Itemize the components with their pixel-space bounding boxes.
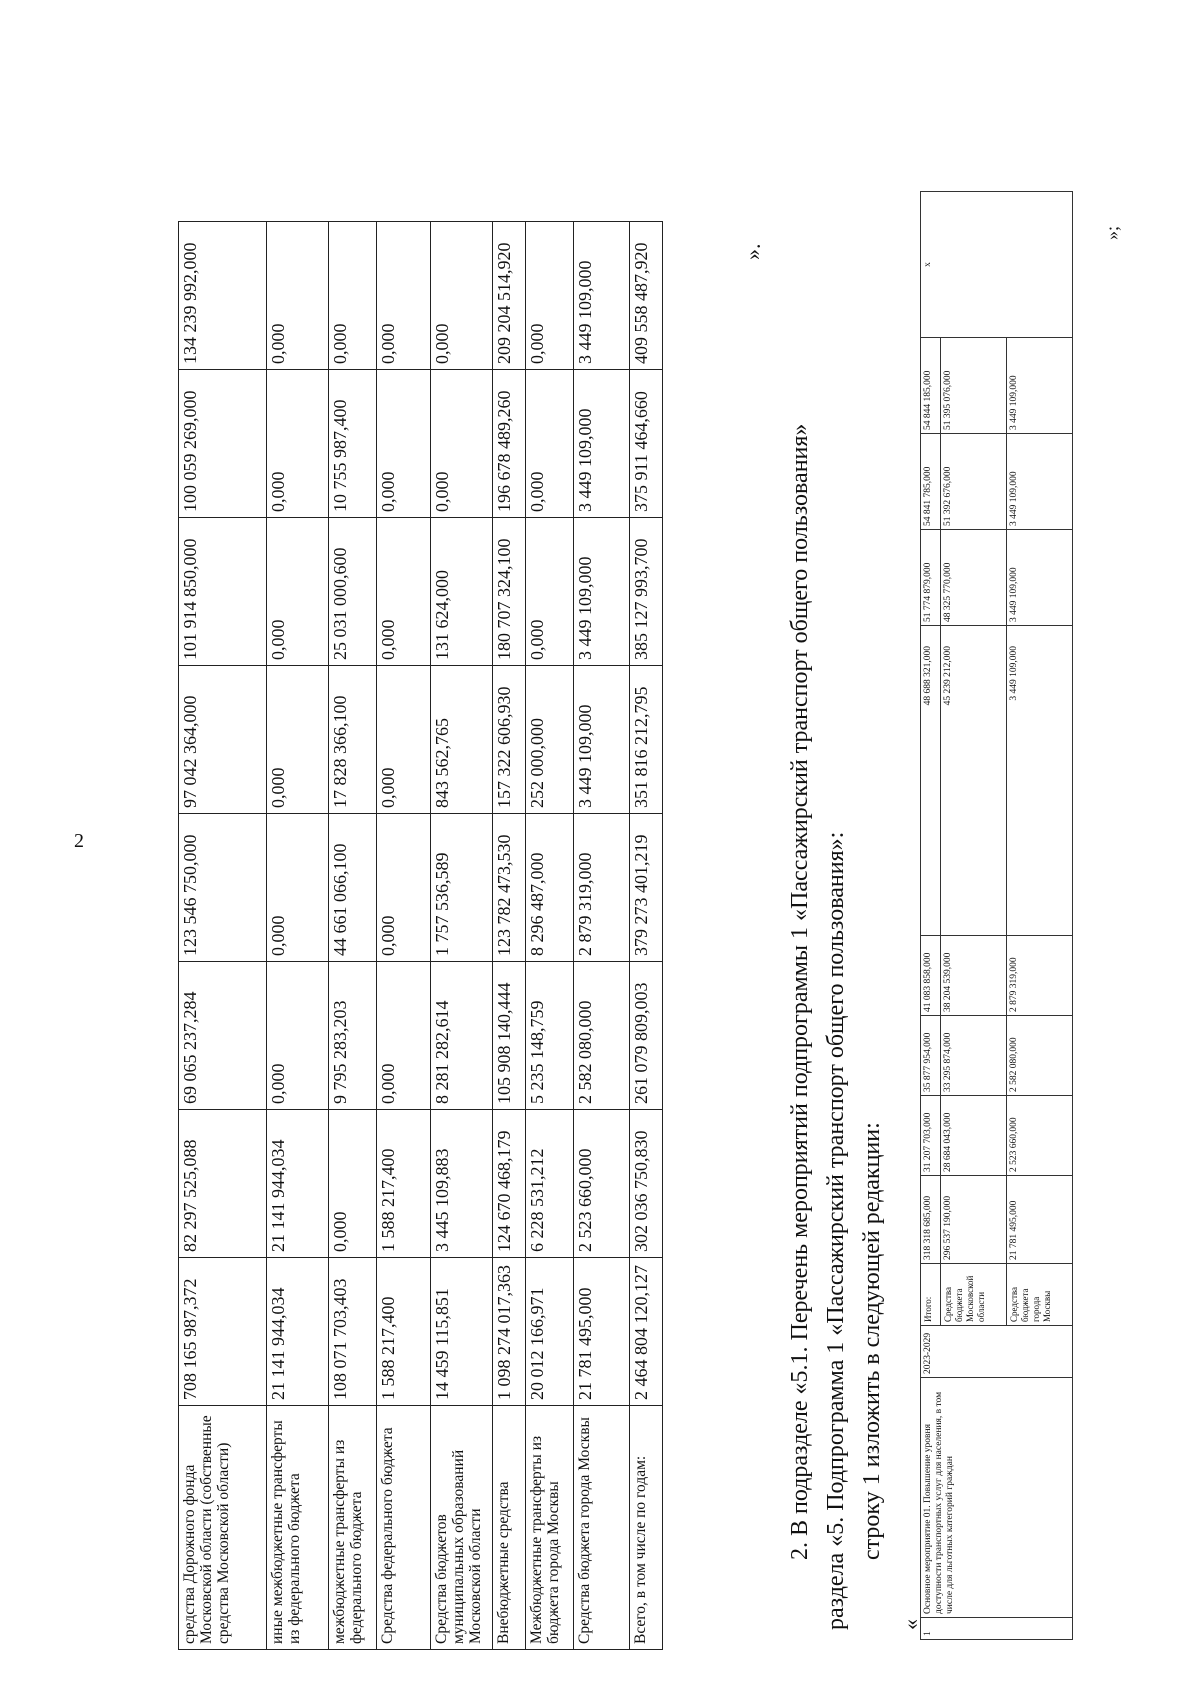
cell-value: 3 449 109,000	[1007, 338, 1073, 434]
cell-value: 0,000	[377, 518, 431, 666]
cell-value: 409 558 487,920	[630, 222, 663, 370]
cell-value: 51 774 879,000	[921, 530, 941, 626]
cell-value: 108 071 703,403	[329, 1258, 377, 1406]
cell-value: 69 065 237,284	[179, 962, 267, 1110]
cell-value: 0,000	[267, 666, 329, 814]
cell-value: 2 582 080,000	[574, 962, 630, 1110]
cell-value: 134 239 992,000	[179, 222, 267, 370]
cell-value: 20 012 166,971	[526, 1258, 574, 1406]
paragraph-line-2: раздела «5. Подпрограмма 1 «Пассажирский транспорт общего пользования»:	[823, 831, 849, 1630]
cell-value: 2 879 319,000	[574, 814, 630, 962]
table-row	[179, 222, 267, 1650]
cell-value: 8 296 487,000	[526, 814, 574, 962]
cell-value: 318 318 685,000	[921, 1176, 941, 1264]
table-row	[431, 222, 493, 1650]
cell-value: 21 141 944,034	[267, 1258, 329, 1406]
cell-value: 33 295 874,000	[941, 1016, 1007, 1096]
cell-value: 0,000	[377, 814, 431, 962]
rotated-content	[40, 170, 1140, 1650]
cell-value: 41 083 858,000	[921, 936, 941, 1016]
row-number: 1	[921, 1618, 1073, 1640]
cell-value: 0,000	[377, 666, 431, 814]
row-label: Внебюджетные средства	[493, 1406, 526, 1650]
cell-value: 3 449 109,000	[1007, 434, 1073, 530]
cell-value: 51 395 076,000	[941, 338, 1007, 434]
cell-value: 54 844 185,000	[921, 338, 941, 434]
cell-value: 0,000	[267, 222, 329, 370]
cell-value: 2 582 080,000	[1007, 1016, 1073, 1096]
cell-value: 2 523 660,000	[1007, 1096, 1073, 1176]
cell-value: 100 059 269,000	[179, 370, 267, 518]
cell-value: 45 239 212,000	[941, 626, 1007, 936]
cell-value: 0,000	[431, 222, 493, 370]
table-row	[921, 192, 941, 1640]
cell-value: 157 322 606,930	[493, 666, 526, 814]
table-row	[377, 222, 431, 1650]
cell-value: 2 879 319,000	[1007, 936, 1073, 1016]
cell-value: 1 757 536,589	[431, 814, 493, 962]
cell-value: 38 204 539,000	[941, 936, 1007, 1016]
cell-value: 708 165 987,372	[179, 1258, 267, 1406]
cell-value: 385 127 993,700	[630, 518, 663, 666]
cell-value: 0,000	[267, 962, 329, 1110]
row-label: средства Дорожного фонда Московской области (собственные средства Московской области)	[179, 1406, 267, 1650]
cell-value: 0,000	[267, 814, 329, 962]
cell-value: 2 464 804 120,127	[630, 1258, 663, 1406]
funding-table	[178, 221, 663, 1650]
cell-value: 843 562,765	[431, 666, 493, 814]
cell-value: 196 678 489,260	[493, 370, 526, 518]
cell-value: 0,000	[377, 222, 431, 370]
event-description: Основное мероприятие 01. Повышение уровня доступности транспортных услуг для населения, в том числе для льготных категорий граждан	[921, 1378, 1073, 1618]
row-label: Всего, в том числе по годам:	[630, 1406, 663, 1650]
funding-source: Средства бюджета города Москвы	[1007, 1264, 1073, 1326]
cell-value: 1 098 274 017,363	[493, 1258, 526, 1406]
cell-value: 252 000,000	[526, 666, 574, 814]
cell-value: 1 588 217,400	[377, 1110, 431, 1258]
cell-value: 6 228 531,212	[526, 1110, 574, 1258]
table-row	[526, 222, 574, 1650]
cell-value: 351 816 212,795	[630, 666, 663, 814]
cell-value: 375 911 464,660	[630, 370, 663, 518]
cell-value: 48 688 321,000	[921, 626, 941, 936]
cell-value: 131 624,000	[431, 518, 493, 666]
period: 2023-2029	[921, 1326, 1073, 1378]
cell-value: 3 449 109,000	[1007, 530, 1073, 626]
row-label: Межбюджетные трансферты из бюджета города Москвы	[526, 1406, 574, 1650]
cell-value: 0,000	[526, 370, 574, 518]
cell-value: 51 392 676,000	[941, 434, 1007, 530]
cell-value: 54 841 785,000	[921, 434, 941, 530]
table-row-total	[630, 222, 663, 1650]
cell-value: 10 755 987,400	[329, 370, 377, 518]
opening-quote: «	[898, 1619, 923, 1630]
cell-value: 97 042 364,000	[179, 666, 267, 814]
row-label: иные межбюджетные трансферты из федерального бюджета	[267, 1406, 329, 1650]
table-row	[574, 222, 630, 1650]
cell-value: 3 445 109,883	[431, 1110, 493, 1258]
cell-value: 0,000	[267, 518, 329, 666]
cell-value: 209 204 514,920	[493, 222, 526, 370]
row-label: Средства бюджета города Москвы	[574, 1406, 630, 1650]
cell-value: 35 877 954,000	[921, 1016, 941, 1096]
row-label: Средства федерального бюджета	[377, 1406, 431, 1650]
cell-value: 14 459 115,851	[431, 1258, 493, 1406]
cell-value: 48 325 770,000	[941, 530, 1007, 626]
cross-mark: x	[921, 192, 1073, 338]
cell-value: 101 914 850,000	[179, 518, 267, 666]
closing-quote: »;	[1102, 225, 1122, 240]
cell-value: 1 588 217,400	[377, 1258, 431, 1406]
row-label: межбюджетные трансферты из федерального бюджета	[329, 1406, 377, 1650]
cell-value: 8 281 282,614	[431, 962, 493, 1110]
cell-value: 21 781 495,000	[574, 1258, 630, 1406]
table-row	[329, 222, 377, 1650]
funding-source: Итого:	[921, 1264, 941, 1326]
cell-value: 17 828 366,100	[329, 666, 377, 814]
paragraph-line-1: 2. В подразделе «5.1. Перечень мероприятий подпрограммы 1 «Пассажирский транспорт общего пользования»	[787, 423, 813, 1560]
cell-value: 21 141 944,034	[267, 1110, 329, 1258]
cell-value: 3 449 109,000	[574, 518, 630, 666]
cell-value: 3 449 109,000	[574, 370, 630, 518]
cell-value: 0,000	[267, 370, 329, 518]
table-row	[493, 222, 526, 1650]
cell-value: 3 449 109,000	[574, 222, 630, 370]
cell-value: 44 661 066,100	[329, 814, 377, 962]
table-row	[267, 222, 329, 1650]
cell-value: 379 273 401,219	[630, 814, 663, 962]
cell-value: 296 537 190,000	[941, 1176, 1007, 1264]
paragraph-line-3: строку 1 изложить в следующей редакции:	[859, 1122, 885, 1560]
cell-value: 0,000	[526, 222, 574, 370]
cell-value: 105 908 140,444	[493, 962, 526, 1110]
row-label: Средства бюджетов муниципальных образований Московской области	[431, 1406, 493, 1650]
cell-value: 31 207 703,000	[921, 1096, 941, 1176]
funding-source: Средства бюджета Московской области	[941, 1264, 1007, 1326]
cell-value: 123 546 750,000	[179, 814, 267, 962]
cell-value: 3 449 109,000	[574, 666, 630, 814]
cell-value: 0,000	[329, 222, 377, 370]
activity-table	[920, 191, 1073, 1640]
cell-value: 2 523 660,000	[574, 1110, 630, 1258]
cell-value: 28 684 043,000	[941, 1096, 1007, 1176]
cell-value: 261 079 809,003	[630, 962, 663, 1110]
cell-value: 0,000	[377, 370, 431, 518]
cell-value: 123 782 473,530	[493, 814, 526, 962]
cell-value: 0,000	[329, 1110, 377, 1258]
cell-value: 25 031 000,600	[329, 518, 377, 666]
cell-value: 0,000	[526, 518, 574, 666]
cell-value: 302 036 750,830	[630, 1110, 663, 1258]
cell-value: 82 297 525,088	[179, 1110, 267, 1258]
cell-value: 124 670 468,179	[493, 1110, 526, 1258]
cell-value: 21 781 495,000	[1007, 1176, 1073, 1264]
cell-value: 180 707 324,100	[493, 518, 526, 666]
cell-value: 5 235 148,759	[526, 962, 574, 1110]
page-number: 2	[74, 830, 84, 852]
closing-quote: ».	[740, 243, 765, 260]
cell-value: 9 795 283,203	[329, 962, 377, 1110]
cell-value: 0,000	[377, 962, 431, 1110]
cell-value: 0,000	[431, 370, 493, 518]
cell-value: 3 449 109,000	[1007, 626, 1073, 936]
